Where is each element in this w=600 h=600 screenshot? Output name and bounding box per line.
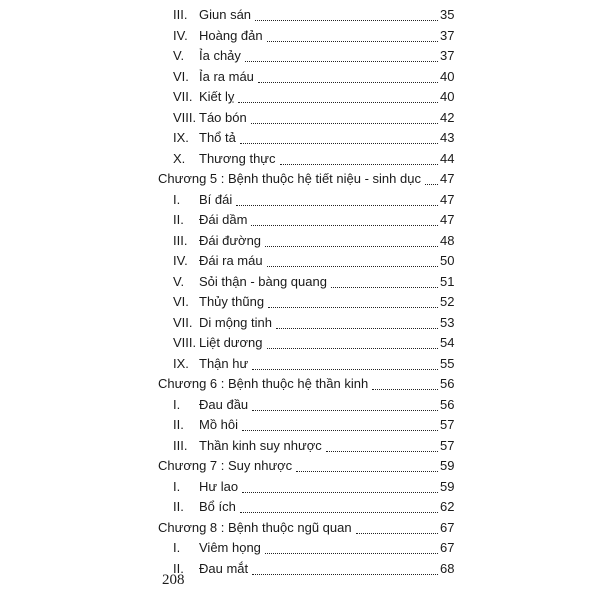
toc-entry: [0, 128, 600, 148]
toc-entry-number: II.: [173, 212, 184, 227]
toc-entry-title: Di mộng tinh: [199, 314, 272, 330]
toc-entry: [0, 210, 600, 230]
toc-entry: [0, 46, 600, 66]
toc-entry: [0, 477, 600, 497]
dot-leader: [242, 491, 438, 493]
toc-entry-title: Chương 6 : Bệnh thuộc hệ thần kinh: [158, 376, 369, 391]
toc-entry-number: VII.: [173, 314, 193, 330]
dot-leader: [296, 470, 438, 472]
toc-entry-page: 40: [440, 68, 455, 84]
toc-entry: [0, 354, 600, 374]
toc-entry-page: 47: [440, 171, 455, 186]
toc-entry: [0, 292, 600, 312]
toc-entry-page: 42: [440, 109, 455, 125]
toc-entry-title: Chương 5 : Bệnh thuộc hệ tiết niệu - sinh dục: [158, 171, 421, 186]
dot-leader: [331, 286, 438, 288]
toc-entry-number: VI.: [173, 68, 189, 84]
toc-entry-page: 57: [440, 437, 455, 453]
toc-entry-number: IV.: [173, 253, 188, 268]
toc-entry-number: II.: [173, 499, 184, 514]
toc-entry-page: 56: [440, 376, 455, 391]
toc-entry: [0, 149, 600, 169]
toc-entry-number: X.: [173, 150, 186, 166]
toc-entry-number: VI.: [173, 294, 189, 309]
toc-entry: [0, 231, 600, 251]
toc-entry-number: III.: [173, 7, 188, 22]
toc-entry-page: 51: [440, 273, 455, 289]
toc-chapter: [0, 456, 600, 476]
toc-entry-number: IX.: [173, 130, 189, 145]
toc-entry: [0, 67, 600, 87]
toc-entry-title: Đái đường: [199, 232, 262, 248]
dot-leader: [267, 347, 439, 349]
toc-entry-page: 59: [440, 458, 455, 473]
toc-entry: [0, 190, 600, 210]
page-number: 208: [162, 572, 185, 588]
toc-entry-title: Đau mắt: [199, 560, 249, 576]
dot-leader: [255, 19, 438, 21]
dot-leader: [425, 183, 438, 185]
toc-entry-title: Giun sán: [199, 7, 252, 22]
toc-entry-number: VII.: [173, 89, 193, 104]
toc-entry-title: Kiết lỵ: [199, 89, 235, 104]
toc-entry-title: Thận hư: [199, 355, 249, 371]
toc-entry-title: Viêm họng: [199, 540, 261, 555]
toc-entry-page: 57: [440, 417, 455, 432]
toc-entry: [0, 26, 600, 46]
toc-entry-title: Thủy thũng: [199, 294, 265, 309]
dot-leader: [251, 122, 438, 124]
toc-entry-number: VIII.: [173, 109, 197, 125]
toc-entry-number: I.: [173, 396, 181, 412]
dot-leader: [268, 306, 438, 308]
toc-entry-page: 56: [440, 396, 455, 412]
dot-leader: [245, 60, 438, 62]
dot-leader: [267, 265, 438, 267]
dot-leader: [258, 81, 438, 83]
toc-entry-title: Ỉa ra máu: [199, 68, 254, 84]
toc-entry-title: Ỉa chảy: [199, 48, 241, 63]
toc-entry-title: Liệt dương: [199, 335, 263, 350]
dot-leader: [252, 368, 438, 370]
toc-entry-title: Bổ ích: [199, 499, 236, 514]
dot-leader: [356, 532, 438, 534]
toc-entry: [0, 87, 600, 107]
toc-entry-number: III.: [173, 437, 188, 453]
toc-entry-page: 68: [440, 560, 455, 576]
toc-entry-page: 67: [440, 519, 455, 535]
dot-leader: [251, 224, 438, 226]
toc-entry-title: Mồ hôi: [199, 417, 239, 432]
toc-entry-page: 47: [440, 212, 455, 227]
toc-entry-page: 67: [440, 540, 455, 555]
dot-leader: [242, 429, 438, 431]
toc-entry: [0, 313, 600, 333]
toc-entry-number: I.: [173, 478, 181, 494]
toc-entry-page: 59: [440, 478, 455, 494]
toc-entry-title: Hoàng đản: [199, 27, 263, 43]
toc-entry-number: II.: [173, 560, 184, 576]
toc-entry: [0, 436, 600, 456]
toc-entry-page: 43: [440, 130, 455, 145]
toc-entry-number: III.: [173, 232, 188, 248]
dot-leader: [326, 450, 438, 452]
toc-entry-title: Đau đầu: [199, 396, 249, 412]
toc-entry-title: Thần kinh suy nhược: [199, 437, 322, 453]
dot-leader: [276, 327, 438, 329]
toc-chapter: [0, 374, 600, 394]
toc-entry: [0, 272, 600, 292]
dot-leader: [252, 573, 438, 575]
toc-chapter: [0, 169, 600, 189]
toc-entry-title: Táo bón: [199, 109, 247, 125]
toc-entry-page: 55: [440, 355, 455, 371]
toc-entry: [0, 5, 600, 25]
dot-leader: [236, 204, 438, 206]
toc-entry-page: 37: [440, 27, 455, 43]
toc-entry-title: Bí đái: [199, 191, 233, 207]
toc-entry-title: Đái ra máu: [199, 253, 263, 268]
toc-entry-page: 62: [440, 499, 455, 514]
toc-entry-page: 53: [440, 314, 455, 330]
toc-entry-number: II.: [173, 417, 184, 432]
toc-entry-title: Sỏi thận - bàng quang: [199, 273, 327, 289]
toc-entry: [0, 333, 600, 353]
dot-leader: [238, 101, 438, 103]
toc-entry-number: I.: [173, 191, 181, 207]
toc-entry-page: 37: [440, 48, 455, 63]
toc-entry-page: 44: [440, 150, 455, 166]
toc-entry-title: Hư lao: [199, 478, 239, 494]
toc-entry: [0, 108, 600, 128]
dot-leader: [265, 552, 438, 554]
toc-entry-title: Thổ tả: [199, 130, 236, 145]
dot-leader: [265, 245, 438, 247]
toc-entry-title: Chương 7 : Suy nhược: [158, 458, 293, 473]
toc-entry-number: VIII.: [173, 335, 197, 350]
toc-entry-page: 48: [440, 232, 455, 248]
toc-entry-number: V.: [173, 273, 185, 289]
toc-entry-page: 52: [440, 294, 455, 309]
dot-leader: [280, 163, 438, 165]
toc-entry: [0, 251, 600, 271]
dot-leader: [240, 142, 438, 144]
toc-entry-title: Thương thực: [199, 150, 276, 166]
dot-leader: [240, 511, 438, 513]
toc-entry-title: Đái dầm: [199, 212, 248, 227]
toc-entry-number: IX.: [173, 355, 189, 371]
toc-entry-number: I.: [173, 540, 181, 555]
toc-entry: [0, 497, 600, 517]
dot-leader: [252, 409, 438, 411]
dot-leader: [372, 388, 438, 390]
toc-chapter: [0, 518, 600, 538]
toc-entry-page: 35: [440, 7, 455, 22]
toc-entry-number: V.: [173, 48, 185, 63]
toc-entry: [0, 538, 600, 558]
toc-entry-page: 40: [440, 89, 455, 104]
toc-entry: [0, 559, 600, 579]
dot-leader: [267, 40, 438, 42]
toc-entry-page: 50: [440, 253, 455, 268]
toc-entry-page: 47: [440, 191, 455, 207]
toc-entry: [0, 415, 600, 435]
toc-entry-number: IV.: [173, 27, 188, 43]
toc-entry-page: 54: [440, 335, 455, 350]
toc-entry: [0, 395, 600, 415]
toc-entry-title: Chương 8 : Bệnh thuộc ngũ quan: [158, 519, 352, 535]
